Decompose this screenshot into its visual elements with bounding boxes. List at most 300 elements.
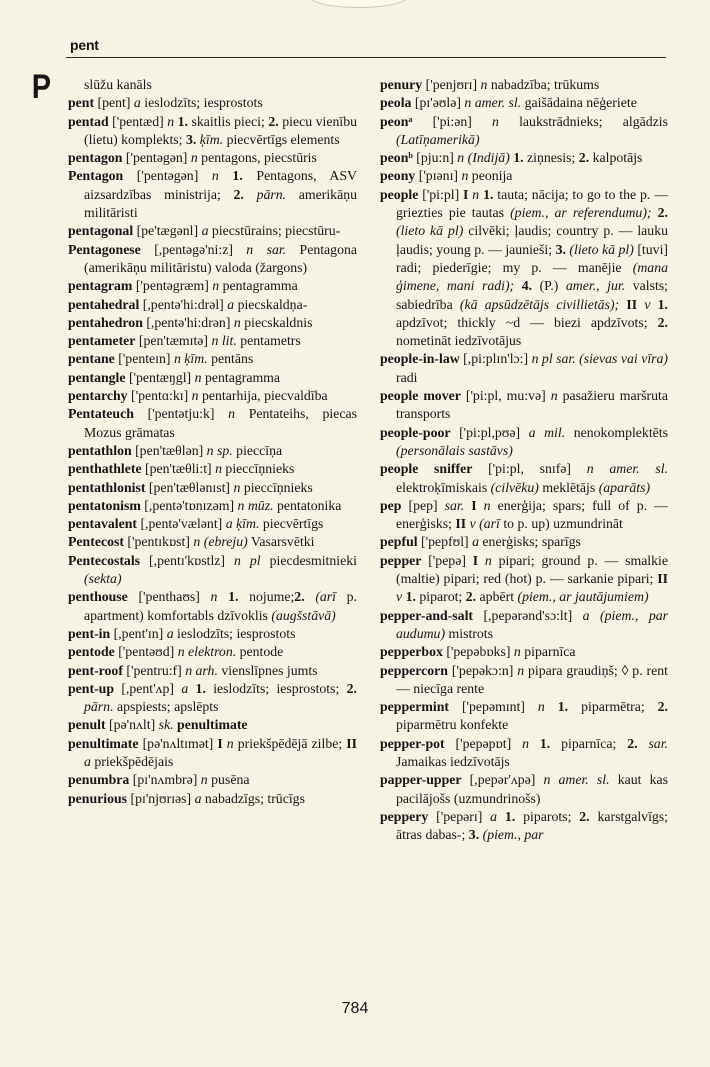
entry-text: [,pent'ɪn] [110, 625, 167, 641]
entry-text: ['penthaʊs] [127, 589, 211, 605]
entry-text: peonija [468, 168, 513, 184]
dictionary-entry [68, 790, 357, 808]
dictionary-entry [380, 643, 668, 661]
dictionary-entry [68, 515, 357, 533]
grammar-label: n [212, 278, 220, 294]
dictionary-entry [68, 680, 357, 717]
entry-text: pipari; ground p. — smalkie (maltie) pipari; red (hot) p. — sarkanie pipari; [396, 552, 669, 587]
grammar-label: v (arī [469, 516, 500, 532]
entry-text: piecstūrains; piecstūru- [208, 223, 341, 239]
entry-text: pieccīņa [232, 442, 283, 458]
headword: peonᵇ [380, 150, 413, 166]
grammar-label: (sekta) [84, 571, 122, 587]
grammar-label: a [490, 808, 498, 824]
entry-text: Pentagons, ASV aizsardzības ministrija; [84, 168, 358, 202]
grammar-label: n ķīm. [173, 351, 208, 367]
dictionary-entry [68, 167, 357, 222]
headword: pent [68, 95, 95, 111]
headword: penult [68, 717, 106, 733]
entry-text: ['pentɪkɒst] [123, 534, 194, 550]
headword: pent-up [68, 680, 115, 696]
entry-text: pusēna [207, 772, 250, 788]
entry-text: ['pepərɪ] [428, 808, 491, 824]
entry-text: Jamaikas iedzīvotājs [396, 753, 510, 769]
grammar-label: (piem., ar jautājumiem) [517, 589, 649, 605]
headword: people [380, 186, 419, 202]
dictionary-entry [68, 625, 357, 643]
dictionary-entry [68, 735, 357, 772]
entry-text: piecskaldņa- [234, 296, 308, 312]
sense-marker: II [346, 735, 357, 751]
sense-marker: 1. [177, 113, 189, 129]
grammar-label: n [461, 168, 469, 184]
entry-text: ieslodzīts; iesprostots [173, 625, 296, 641]
headword: peony [380, 168, 416, 184]
entry-text: ['penteɪn] [114, 351, 174, 367]
dictionary-entry [68, 533, 357, 551]
entry-text: ['penjʊrɪ] [422, 77, 481, 92]
entry-text: ['pentəʊd] [114, 644, 178, 660]
headword: penthouse [68, 589, 128, 605]
dictionary-entry [380, 735, 668, 772]
dictionary-entry [68, 771, 357, 789]
entry-text: [,pentɪ'kɒstlz] [140, 552, 234, 568]
grammar-label: sk. [158, 717, 174, 733]
grammar-label: n [513, 644, 521, 660]
sense-marker: 1. [539, 735, 551, 751]
dictionary-entry [380, 607, 668, 644]
grammar-label: v [396, 589, 403, 605]
entry-text: radi [396, 369, 418, 385]
headword: pep [380, 497, 402, 513]
entry-text: [,pentəgə'ni:z] [140, 241, 247, 257]
entry-text: pentode [236, 644, 284, 660]
dictionary-entry [68, 716, 357, 734]
dictionary-entry [380, 94, 668, 112]
entry-text: piparot; [415, 589, 466, 605]
entry-text: ['pentæd] [108, 113, 168, 129]
entry-text: pentatonika [273, 497, 342, 513]
entry-text [477, 498, 484, 513]
headword: pentad [68, 113, 109, 129]
dictionary-entry [68, 314, 357, 332]
entry-text: [pen'tæθlən] [131, 442, 207, 458]
headword: pentathlonist [68, 479, 146, 495]
grammar-label: n [200, 772, 208, 788]
grammar-label: n [480, 77, 488, 92]
entry-text: enerģija; spars; full of p. — enerģisks; [396, 497, 668, 532]
entry-text [217, 589, 228, 604]
entry-text: pasažieru maršruta transports [396, 388, 668, 422]
headword: penumbra [68, 772, 130, 788]
grammar-label: n [194, 369, 202, 385]
entry-text: priekšpēdējais [90, 753, 174, 769]
dictionary-entry [380, 552, 668, 607]
entry-text: [,pentə'vælənt] [137, 516, 226, 532]
grammar-label: ķīm. [199, 131, 224, 147]
grammar-label: (lieto kā pl) [569, 241, 634, 257]
grammar-label: (aparāts) [598, 479, 651, 495]
entry-text: enerģisks; sparīgs [478, 534, 581, 550]
headword: pentarchy [68, 388, 128, 404]
entry-text: ['pɪənɪ] [415, 168, 462, 184]
sense-marker: 2. [233, 186, 244, 202]
headword: pentathlon [68, 442, 132, 458]
grammar-label: n elektron. [177, 644, 237, 660]
sense-marker: 1. [228, 589, 239, 605]
entry-text: [pe'tægənl] [133, 223, 202, 239]
grammar-label: (cilvēku) [490, 479, 539, 495]
entry-text [478, 553, 485, 568]
entry-text: priekšpēdējā zilbe; [233, 735, 347, 751]
entry-text: meklētājs [538, 479, 599, 495]
dictionary-entry [68, 277, 357, 295]
entry-text: to p. up) uzmundrināt [499, 516, 623, 532]
entry-text [529, 736, 540, 751]
dictionary-entry [380, 497, 668, 534]
headword: papper-upper [380, 772, 462, 788]
entry-text: [pɪ'əʊlə] [411, 95, 465, 111]
grammar-label: n [517, 662, 525, 678]
dictionary-entry [380, 113, 668, 150]
grammar-label: a [133, 95, 141, 111]
headword: people-in-law [380, 351, 460, 367]
dictionary-entry [380, 460, 668, 497]
dictionary-entry [380, 424, 668, 461]
grammar-label: (arī [315, 589, 337, 605]
grammar-label: a (piem., par audumu) [396, 607, 668, 641]
headword: pentode [68, 644, 115, 660]
headword: pentameter [68, 333, 136, 349]
sense-marker: 1. [513, 150, 524, 166]
sense-marker: 1. [557, 699, 569, 715]
entry-text [545, 699, 558, 714]
entry-text: ['pentɑ:kɪ] [127, 388, 192, 404]
thumb-index-letter: P [31, 68, 51, 106]
entry-text: gaišādaina nēģeriete [521, 95, 637, 111]
grammar-label: amer., jur. [565, 278, 626, 294]
entry-text: cilvēki; ļaudis; country p. — lauku ļaudis; young p. — jaunieši; [396, 223, 668, 257]
dictionary-entry [68, 149, 357, 167]
sense-marker: 2. [465, 589, 477, 605]
headword: peppery [380, 808, 429, 824]
sense-marker: 2. [657, 314, 668, 330]
entry-text: p. apartment) komfortabls dzīvoklis [84, 589, 358, 623]
grammar-label: n [211, 168, 219, 184]
dictionary-entry [68, 369, 357, 387]
entry-text: nabadzīgs; trūcīgs [201, 790, 305, 806]
grammar-label: (piem., par [482, 827, 544, 843]
grammar-label: (piem., ar referendumu); [510, 205, 652, 221]
headword: pepful [380, 534, 418, 550]
headword: peppercorn [380, 662, 448, 678]
headword: pepper-pot [380, 735, 445, 751]
entry-text: [pen'tæθlənɪst] [145, 479, 234, 495]
grammar-label: n lit. [211, 333, 237, 349]
headword: peola [380, 95, 412, 111]
grammar-label: a [201, 223, 209, 239]
running-head: pent [70, 37, 99, 53]
dictionary-entry [68, 643, 357, 661]
headword: pentangle [68, 369, 126, 385]
entry-text: pieccīņnieks [221, 461, 295, 477]
headword: pepper [380, 552, 422, 568]
entry-text: ['pi:pl,pʊə] [450, 424, 529, 440]
entry-text: (P.) [532, 278, 566, 294]
entry-text: ['pepə] [421, 552, 473, 568]
entry-text: nometināt iedzīvotājus [396, 333, 522, 349]
grammar-label: n [483, 497, 491, 513]
sense-marker: 2. [627, 735, 638, 751]
grammar-label: v [644, 296, 651, 312]
grammar-label: (Latīņamerikā) [396, 131, 480, 147]
headword: pentane [68, 351, 115, 367]
sense-marker: 1. [405, 589, 416, 605]
headword: pent-in [68, 625, 111, 641]
entry-text: pentarhija, piecvaldība [198, 388, 328, 404]
sense-marker: 1. [504, 808, 516, 824]
dictionary-entry [380, 698, 668, 735]
entry-text: piecu vienību (lietu) komplekts; [84, 113, 357, 147]
sense-marker: 2. [578, 150, 590, 166]
entry-text: pentametrs [236, 333, 301, 349]
entry-text: ['pentətju:k] [133, 406, 229, 422]
dictionary-entry [68, 241, 357, 278]
sense-marker: 2. [268, 113, 279, 129]
entry-text [650, 297, 657, 312]
dictionary-entry [68, 442, 357, 460]
grammar-label: sar. [648, 735, 668, 751]
grammar-label: a [472, 534, 479, 550]
headword: penthathlete [68, 461, 142, 477]
entry-text: ['pentəgən] [123, 168, 212, 184]
entry-text: piecdesmitnieki [260, 552, 357, 568]
entry-text: pentagramma [201, 369, 281, 385]
sense-marker: 3. [185, 131, 197, 147]
entry-text: pentāns [207, 351, 254, 367]
entry-text: ['pi:pl, snɪfə] [472, 461, 587, 477]
entry-text: piparmētru konfekte [396, 717, 509, 733]
entry-text: Pentagona (amerikāņu militāristu) valoda (žargons) [84, 241, 357, 275]
entry-text [244, 187, 257, 202]
headword: pent-roof [68, 662, 123, 678]
dictionary-entry [68, 588, 357, 625]
entry-text: [pen'tæmɪtə] [135, 333, 212, 349]
entry-text: skaitlis pieci; [188, 113, 269, 129]
headword: Pentateuch [68, 406, 134, 422]
entry-text: [pju:n] [412, 150, 458, 166]
grammar-label: (mana ģimene, mani radi); [396, 259, 668, 294]
entry-text: ['pepəkɔ:n] [447, 662, 518, 678]
entry-text: Pentateihs, piecas Mozus grāmatas [84, 406, 357, 440]
entry-text: nenokomplektēts [565, 424, 668, 440]
entry-text: [pə'nʌltɪmət] [138, 735, 218, 751]
grammar-label: (kā apsūdzētājs civillietās); [459, 296, 620, 312]
entry-text: pentagramma [219, 278, 298, 294]
entry-text: karstgalvīgs; ātras dabas-; [396, 808, 669, 843]
sense-marker: II [657, 571, 668, 587]
grammar-label: n [226, 735, 234, 751]
entry-text: mistrots [445, 625, 493, 641]
entry-text: elektroķīmiskais [396, 479, 491, 495]
entry-text: slūžu kanāls [84, 77, 152, 92]
header-rule [66, 57, 666, 58]
dictionary-entry [68, 332, 357, 350]
dictionary-entry [68, 350, 357, 368]
entry-text: [pɪ'nʌmbrə] [129, 772, 201, 788]
dictionary-entry [68, 662, 357, 680]
entry-text: amerikāņu militāristi [84, 186, 357, 221]
entry-text: piecskaldnis [240, 314, 313, 330]
headword: people mover [380, 388, 461, 404]
sense-marker: I [472, 552, 479, 568]
entry-text: ['pi:pl] [418, 186, 464, 202]
dictionary-entry [380, 808, 668, 845]
entry-text: [,pentə'hi:drən] [142, 314, 234, 330]
grammar-label: n [228, 406, 236, 422]
dictionary-entry [68, 113, 357, 150]
dictionary-entry [380, 350, 668, 387]
headword: pentahedron [68, 314, 143, 330]
entry-text: piparots; [515, 808, 580, 824]
grammar-label: n [210, 589, 218, 605]
headword: peonᵃ [380, 113, 413, 129]
entry-text: [tuvi] radi; piederīgie; my p. — manējie [396, 241, 668, 275]
sense-marker: 2. [579, 808, 590, 824]
sense-marker: 2. [657, 205, 668, 221]
entry-text: [,pent'ʌp] [114, 680, 182, 696]
grammar-label: n [492, 113, 499, 129]
dictionary-entry [68, 76, 357, 94]
sense-marker: II [626, 296, 638, 312]
headword: pentagonal [68, 223, 134, 239]
grammar-label: n [233, 314, 241, 330]
headword: pentagram [68, 278, 133, 294]
entry-text: nojume; [238, 589, 295, 605]
grammar-label: (personālais sastāvs) [396, 442, 513, 458]
page-number: 784 [341, 1000, 369, 1017]
grammar-label: a [181, 680, 189, 696]
entry-text: ['pentəgræm] [132, 278, 213, 294]
entry-text: piparmētra; [568, 699, 658, 715]
headword: penury [380, 77, 423, 92]
grammar-label: n [167, 113, 175, 129]
entry-text: Vasarsvētki [247, 534, 315, 550]
dictionary-entry [68, 460, 357, 478]
grammar-label: n amer. sl. [464, 95, 522, 111]
grammar-label: n [215, 461, 222, 477]
headword: penultimate [68, 735, 139, 751]
entry-text [514, 278, 522, 293]
headword: Pentecost [68, 534, 124, 550]
right-column [380, 76, 668, 844]
sense-marker: 1. [657, 296, 668, 312]
dictionary-entry [380, 186, 668, 351]
dictionary-entry [68, 552, 357, 589]
headword: pentagon [68, 150, 123, 166]
entry-text [219, 168, 233, 183]
grammar-label: n [550, 388, 558, 404]
grammar-label: (augšstāvā) [271, 607, 336, 623]
dictionary-entry [380, 167, 668, 185]
sense-marker: 2. [657, 699, 668, 715]
entry-text: apdzīvot; thickly ~d — biezi apdzīvots; [396, 314, 658, 330]
entry-text: tauta; nācija; to go to the p. — griezties pie tautas [396, 186, 669, 221]
entry-text: piparnīca; [550, 735, 628, 751]
grammar-label: n sar. [246, 241, 287, 257]
entry-text: ['pentæŋgl] [125, 369, 195, 385]
headword: people sniffer [380, 461, 473, 477]
sense-marker: penultimate [177, 717, 248, 733]
dictionary-entry [68, 405, 357, 442]
entry-text [497, 809, 505, 824]
grammar-label: (lieto kā pl) [396, 223, 464, 239]
entry-text: kalpotājs [589, 150, 643, 166]
entry-text: ieslodzīts; iesprostots; [205, 680, 347, 696]
sense-marker: 2. [346, 680, 358, 696]
dictionary-entry [68, 222, 357, 240]
grammar-label: n amer. sl. [543, 772, 610, 788]
entry-text: [,pepər'ʌpə] [461, 772, 544, 788]
dictionary-entry [380, 76, 668, 94]
grammar-label: pārn. [84, 699, 114, 715]
entry-text: ['pentəgən] [122, 150, 191, 166]
entry-text: piparnīca [520, 644, 576, 660]
grammar-label: n mūz. [237, 497, 274, 513]
entry-text: [,pentə'hi:drəl] [139, 296, 228, 312]
entry-text: ['pepfʊl] [417, 534, 473, 550]
dictionary-entry [380, 149, 668, 167]
entry-text: vienslīpnes jumts [217, 662, 318, 678]
entry-text: ['pepəmɪnt] [449, 699, 538, 715]
dictionary-entry [68, 387, 357, 405]
sense-marker: I [471, 497, 477, 513]
grammar-label: n [537, 699, 545, 715]
entry-text: apbērt [476, 589, 518, 605]
grammar-label: n [233, 479, 241, 495]
headword: pentatonism [68, 497, 141, 513]
dictionary-entry [380, 771, 668, 808]
dictionary-entry [380, 662, 668, 699]
sense-marker: 1. [195, 680, 206, 696]
sense-marker: I [217, 735, 223, 751]
grammar-label: a mil. [528, 424, 566, 440]
entry-text: pentagons, piecstūris [197, 150, 317, 166]
headword: penurious [68, 790, 128, 806]
entry-text: ['pepəbɒks] [442, 644, 514, 660]
entry-text [638, 736, 649, 751]
dictionary-entry [68, 296, 357, 314]
entry-text [305, 589, 316, 604]
entry-text: laukstrādnieks; algādzis [498, 113, 668, 129]
grammar-label: a [227, 296, 235, 312]
sense-marker: 1. [232, 168, 243, 184]
grammar-label: n [190, 150, 198, 166]
grammar-label: n arh. [185, 662, 218, 678]
grammar-label: n pl [234, 552, 261, 568]
headword: people-poor [380, 424, 451, 440]
headword: Pentecostals [68, 552, 141, 568]
entry-text: kaut kas pacilājošs (uzmundrinošs) [396, 772, 668, 806]
entry-text: [pɪ'njʊrɪəs] [127, 790, 195, 806]
headword: pepper-and-salt [380, 607, 474, 623]
grammar-label: sar. [444, 497, 465, 513]
entry-text: apspiests; apslēpts [113, 699, 219, 715]
entry-text: [,pepərənd'sɔ:lt] [473, 607, 583, 623]
grammar-label: n sp. [206, 442, 233, 458]
sense-marker: 1. [483, 186, 494, 202]
entry-text: ['pi:pl, mu:və] [460, 388, 551, 404]
